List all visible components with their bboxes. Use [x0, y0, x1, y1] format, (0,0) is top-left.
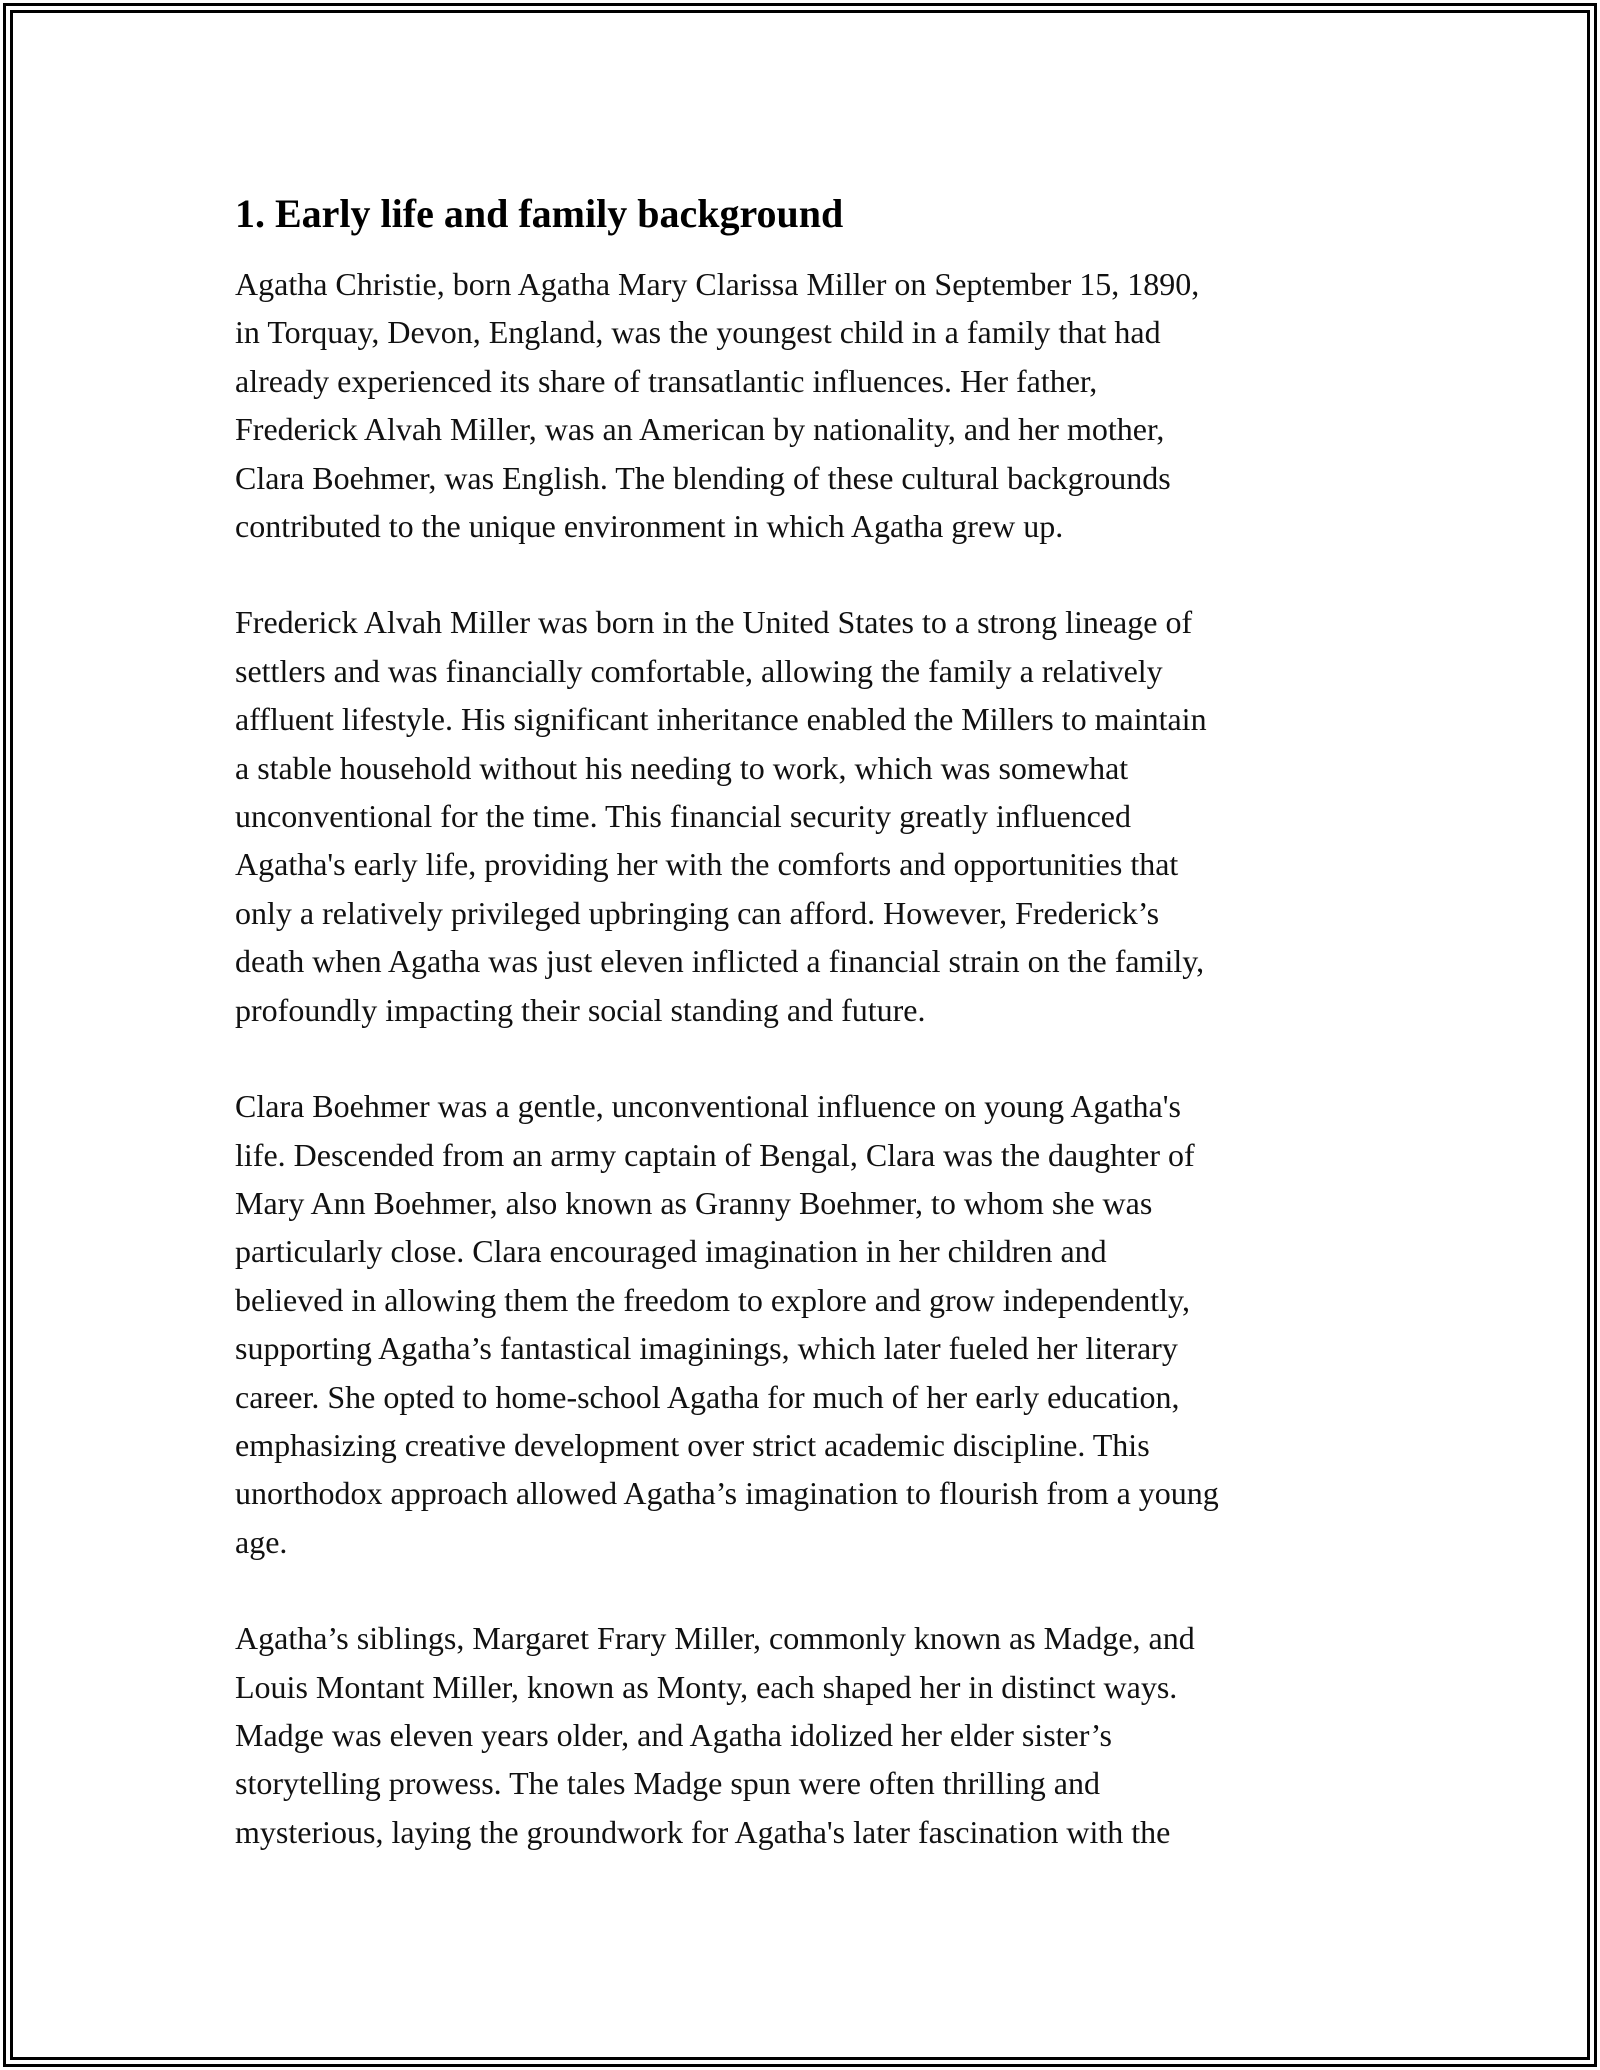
- body-paragraph: [235, 1082, 1375, 1566]
- paragraph-line: supporting Agatha’s fantastical imaginings, which later fueled her literary: [235, 1330, 1178, 1367]
- paragraph-line: emphasizing creative development over strict academic discipline. This: [235, 1426, 1150, 1463]
- body-paragraph: [235, 1614, 1375, 1856]
- paragraph-line: Agatha Christie, born Agatha Mary Clarissa Miller on September 15, 1890,: [235, 266, 1200, 302]
- paragraph-line: particularly close. Clara encouraged imagination in her children and: [235, 1233, 1107, 1270]
- section-heading: 1. Early life and family background: [235, 191, 844, 236]
- paragraph-line: mysterious, laying the groundwork for Agatha's later fascination with the: [235, 1813, 1171, 1850]
- paragraph-line: already experienced its share of transatlantic influences. Her father,: [235, 362, 1098, 399]
- paragraph-line: only a relatively privileged upbringing can afford. However, Frederick’s: [235, 894, 1160, 931]
- paragraph-line: Frederick Alvah Miller, was an American by nationality, and her mother,: [235, 411, 1165, 448]
- paragraph-line: affluent lifestyle. His significant inheritance enabled the Millers to maintain: [235, 701, 1207, 738]
- paragraph-line: unorthodox approach allowed Agatha’s imagination to flourish from a young: [235, 1475, 1219, 1512]
- document-body: [235, 186, 1375, 1904]
- paragraph-line: age.: [235, 1523, 288, 1560]
- paragraph-line: a stable household without his needing to work, which was somewhat: [235, 749, 1129, 786]
- paragraph-line: believed in allowing them the freedom to explore and grow independently,: [235, 1281, 1190, 1318]
- paragraph-line: Clara Boehmer, was English. The blending of these cultural backgrounds: [235, 459, 1171, 496]
- paragraph-line: Louis Montant Miller, known as Monty, each shaped her in distinct ways.: [235, 1668, 1178, 1705]
- paragraph-line: Frederick Alvah Miller was born in the United States to a strong lineage of: [235, 604, 1193, 641]
- paragraph-line: profoundly impacting their social standing and future.: [235, 991, 926, 1028]
- paragraph-line: life. Descended from an army captain of Bengal, Clara was the daughter of: [235, 1136, 1195, 1173]
- body-paragraph: [235, 260, 1375, 550]
- body-paragraph: [235, 598, 1375, 1034]
- paragraph-line: career. She opted to home-school Agatha for much of her early education,: [235, 1378, 1180, 1415]
- paragraph-line: in Torquay, Devon, England, was the youngest child in a family that had: [235, 314, 1161, 351]
- paragraph-line: contributed to the unique environment in which Agatha grew up.: [235, 508, 1064, 545]
- paragraph-line: settlers and was financially comfortable, allowing the family a relatively: [235, 652, 1163, 689]
- paragraph-list: [235, 260, 1375, 1856]
- paragraph-line: unconventional for the time. This financial security greatly influenced: [235, 798, 1131, 835]
- paragraph-line: Madge was eleven years older, and Agatha idolized her elder sister’s: [235, 1716, 1112, 1753]
- paragraph-line: storytelling prowess. The tales Madge spun were often thrilling and: [235, 1765, 1100, 1802]
- paragraph-line: Agatha's early life, providing her with the comforts and opportunities that: [235, 846, 1179, 883]
- paragraph-line: death when Agatha was just eleven inflicted a financial strain on the family,: [235, 943, 1205, 980]
- paragraph-line: Clara Boehmer was a gentle, unconventional influence on young Agatha's: [235, 1088, 1181, 1125]
- paragraph-line: Mary Ann Boehmer, also known as Granny Boehmer, to whom she was: [235, 1184, 1153, 1221]
- paragraph-line: Agatha’s siblings, Margaret Frary Miller, commonly known as Madge, and: [235, 1620, 1195, 1657]
